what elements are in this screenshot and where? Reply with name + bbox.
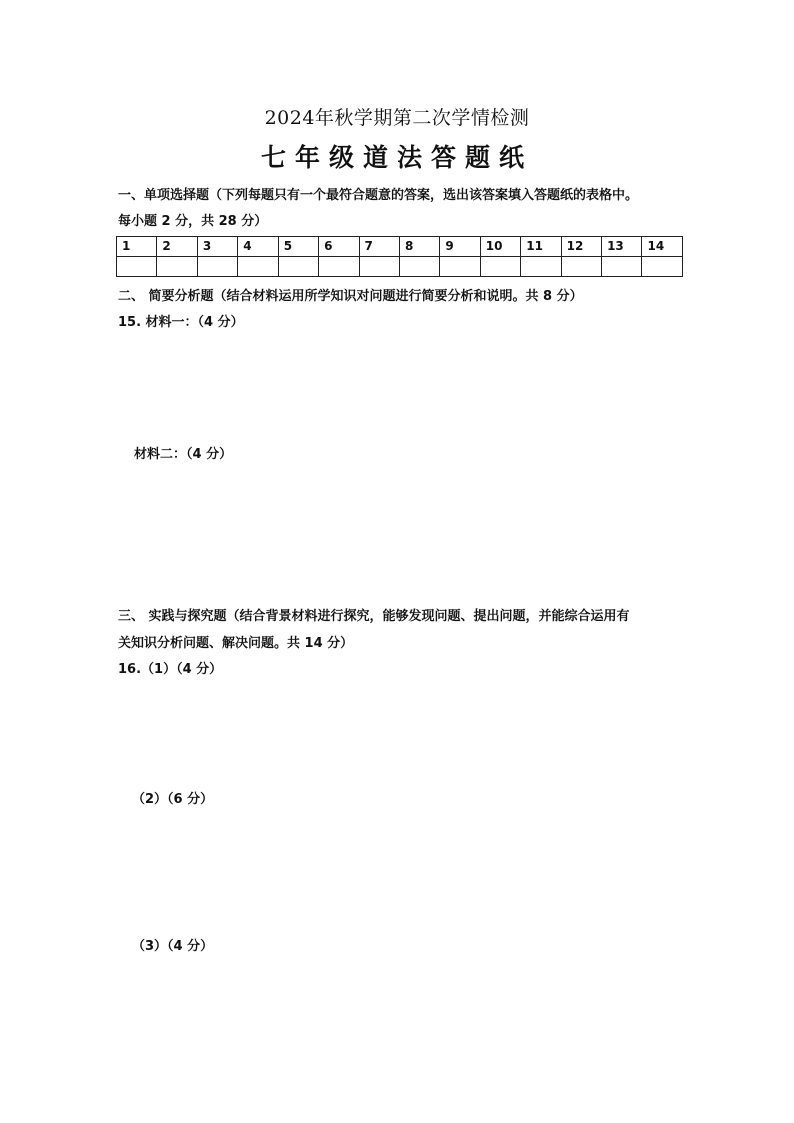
section1-heading-continued: 每小题 2 分，共 28 分） bbox=[118, 214, 268, 229]
question-number-cell: 13 bbox=[602, 237, 642, 257]
answer-cell[interactable] bbox=[642, 257, 683, 277]
question-number-cell: 9 bbox=[440, 237, 480, 257]
question-16-part3-label: （3）（4 分） bbox=[132, 939, 214, 954]
answer-cell[interactable] bbox=[440, 257, 480, 277]
answer-cell[interactable] bbox=[157, 257, 197, 277]
question-number-cell: 6 bbox=[319, 237, 359, 257]
answer-cell[interactable] bbox=[521, 257, 561, 277]
question-number-cell: 11 bbox=[521, 237, 561, 257]
question-number-cell: 10 bbox=[480, 237, 520, 257]
answer-cell[interactable] bbox=[480, 257, 520, 277]
question-number-cell: 5 bbox=[278, 237, 318, 257]
question-number-cell: 8 bbox=[399, 237, 439, 257]
answer-cell[interactable] bbox=[278, 257, 318, 277]
question-number-cell: 7 bbox=[359, 237, 399, 257]
answer-cell[interactable] bbox=[602, 257, 642, 277]
material2-label: 材料二：（4 分） bbox=[134, 447, 233, 462]
question-number-cell: 2 bbox=[157, 237, 197, 257]
section1-heading: 一、单项选择题（下列每题只有一个最符合题意的答案，选出该答案填入答题纸的表格中。 bbox=[118, 188, 639, 203]
section3-heading-continued: 关知识分析问题、解决问题。共 14 分） bbox=[118, 636, 354, 651]
answer-grid-answer-row bbox=[117, 257, 683, 277]
answer-cell[interactable] bbox=[117, 257, 157, 277]
question-number-cell: 12 bbox=[561, 237, 601, 257]
question-16-part2-label: （2）（6 分） bbox=[132, 792, 214, 807]
answer-cell[interactable] bbox=[238, 257, 278, 277]
answer-cell[interactable] bbox=[399, 257, 439, 277]
answer-cell[interactable] bbox=[197, 257, 237, 277]
question-number-cell: 14 bbox=[642, 237, 683, 257]
answer-cell[interactable] bbox=[561, 257, 601, 277]
exam-title: 2024年秋学期第二次学情检测 bbox=[264, 107, 530, 129]
question-16-part1-label: 16.（1）（4 分） bbox=[118, 662, 223, 677]
answer-cell[interactable] bbox=[359, 257, 399, 277]
question-number-cell: 1 bbox=[117, 237, 157, 257]
section2-heading: 二、 简要分析题（结合材料运用所学知识对问题进行简要分析和说明。共 8 分） bbox=[118, 289, 583, 304]
question-number-cell: 4 bbox=[238, 237, 278, 257]
question-15-material1-label: 15. 材料一：（4 分） bbox=[118, 315, 244, 330]
answer-sheet-subtitle: 七年级道法答题纸 bbox=[260, 143, 533, 172]
answer-grid bbox=[116, 236, 683, 277]
question-number-cell: 3 bbox=[197, 237, 237, 257]
answer-grid-number-row bbox=[117, 237, 683, 257]
answer-cell[interactable] bbox=[319, 257, 359, 277]
section3-heading: 三、 实践与探究题（结合背景材料进行探究，能够发现问题、提出问题，并能综合运用有 bbox=[118, 609, 630, 624]
